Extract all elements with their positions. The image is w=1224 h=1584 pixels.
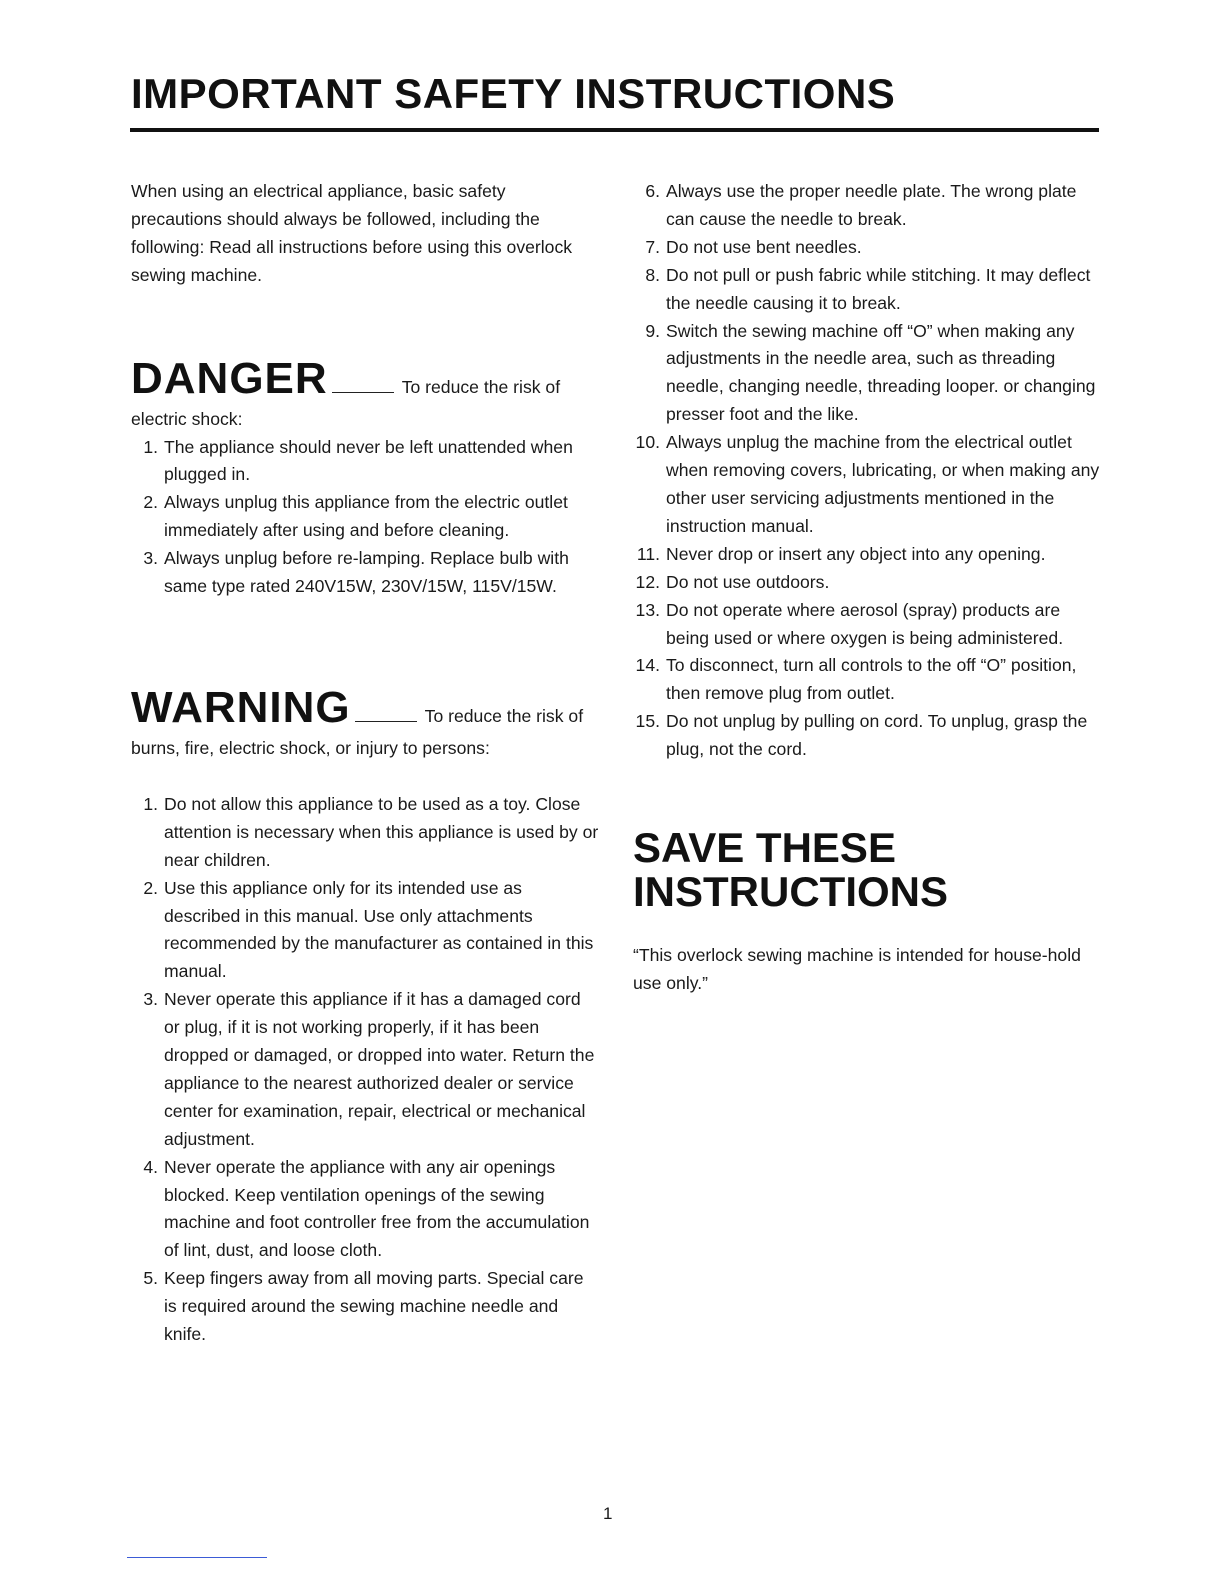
warning-rule xyxy=(355,721,417,722)
item-number: 14. xyxy=(635,655,660,676)
danger-list xyxy=(131,434,601,601)
item-text: Switch the sewing machine off “O” when making any adjustments in the needle area, such as threading needle, changing needle, threading looper. or changing presser foot and the like. xyxy=(666,320,1096,425)
item-number: 3. xyxy=(143,989,158,1010)
list-item xyxy=(131,791,601,875)
list-item xyxy=(131,434,601,490)
right-column xyxy=(633,178,1103,998)
page-number: 1 xyxy=(603,1504,613,1523)
item-number: 10. xyxy=(635,432,660,453)
list-item xyxy=(633,569,1103,597)
item-number: 8. xyxy=(645,264,660,285)
intro-paragraph: When using an electrical appliance, basic safety precautions should always be followed, including the following: Read all instructions before using this overlock sewing machine. xyxy=(131,181,573,285)
list-item xyxy=(633,652,1103,708)
item-text: Do not use outdoors. xyxy=(666,571,830,592)
danger-continuation: electric shock: xyxy=(131,408,243,429)
warning-list-part-1 xyxy=(131,791,601,1349)
item-number: 2. xyxy=(143,877,158,898)
save-title-line-2: INSTRUCTIONS xyxy=(633,868,948,916)
list-item xyxy=(131,986,601,1153)
item-number: 12. xyxy=(635,571,660,592)
item-text: Always unplug the machine from the electrical outlet when removing covers, lubricating, or when making any other user servicing adjustments mentioned in the instruction manual. xyxy=(666,432,1100,536)
item-number: 6. xyxy=(645,181,660,201)
save-instructions-heading xyxy=(633,826,1103,914)
list-item xyxy=(131,545,601,601)
item-number: 7. xyxy=(645,236,660,257)
item-text: The appliance should never be left unattended when plugged in. xyxy=(164,436,573,485)
danger-heading xyxy=(131,352,601,406)
item-number: 15. xyxy=(635,711,660,732)
list-item xyxy=(131,1265,601,1349)
item-text: Never drop or insert any object into any opening. xyxy=(666,543,1046,564)
list-item xyxy=(633,234,1103,262)
list-item xyxy=(131,875,601,987)
item-number: 9. xyxy=(645,320,660,341)
page-title: IMPORTANT SAFETY INSTRUCTIONS xyxy=(131,70,896,117)
scan-edge-line xyxy=(127,1557,267,1558)
title-underline xyxy=(130,128,1099,132)
item-number: 3. xyxy=(143,548,158,569)
item-number: 4. xyxy=(143,1156,158,1177)
household-use-note: “This overlock sewing machine is intended for house-hold use only.” xyxy=(633,945,1081,993)
save-title-line-1: SAVE THESE xyxy=(633,824,896,872)
warning-heading xyxy=(131,681,601,735)
item-text: Do not allow this appliance to be used as a toy. Close attention is necessary when this appliance is used by or near children. xyxy=(164,793,599,870)
item-number: 2. xyxy=(143,492,158,513)
item-text: Do not unplug by pulling on cord. To unplug, grasp the plug, not the cord. xyxy=(666,711,1088,760)
danger-tail: To reduce the risk of xyxy=(401,376,561,397)
warning-word: WARNING xyxy=(131,682,351,732)
item-text: Keep fingers away from all moving parts. Special care is required around the sewing machine needle and knife. xyxy=(164,1268,584,1345)
list-item xyxy=(633,708,1103,764)
item-text: Always use the proper needle plate. The wrong plate can cause the needle to break. xyxy=(666,181,1077,229)
item-number: 5. xyxy=(143,1268,158,1289)
list-item xyxy=(131,489,601,545)
warning-continuation: burns, fire, electric shock, or injury to persons: xyxy=(131,737,490,758)
list-item xyxy=(633,429,1103,541)
list-item xyxy=(633,262,1103,318)
warning-tail: To reduce the risk of xyxy=(424,705,584,726)
list-item xyxy=(633,541,1103,569)
item-number: 1. xyxy=(143,436,158,457)
item-text: Do not pull or push fabric while stitching. It may deflect the needle causing it to break. xyxy=(666,264,1091,313)
item-text: Do not use bent needles. xyxy=(666,236,862,257)
item-number: 11. xyxy=(636,543,660,564)
item-text: Never operate this appliance if it has a damaged cord or plug, if it is not working properly, if it has been dropped or damaged, or dropped into water. Return the appliance to the nearest authorized dealer or service center for examination, repair, electrical or mechanical adjustment. xyxy=(164,989,595,1149)
item-number: 13. xyxy=(635,599,660,620)
danger-rule xyxy=(332,392,394,393)
item-number: 1. xyxy=(143,793,158,814)
list-item xyxy=(131,1154,601,1266)
item-text: To disconnect, turn all controls to the off “O” position, then remove plug from outlet. xyxy=(666,655,1077,704)
warning-list-part-2 xyxy=(633,178,1103,764)
left-column xyxy=(131,178,601,1349)
list-item xyxy=(633,318,1103,430)
item-text: Always unplug this appliance from the electric outlet immediately after using and before cleaning. xyxy=(164,492,568,541)
item-text: Use this appliance only for its intended use as described in this manual. Use only attachments recommended by the manufacturer as contained in this manual. xyxy=(164,877,594,982)
list-item xyxy=(633,178,1103,234)
item-text: Do not operate where aerosol (spray) products are being used or where oxygen is being administered. xyxy=(666,599,1064,648)
danger-word: DANGER xyxy=(131,353,328,403)
item-text: Never operate the appliance with any air openings blocked. Keep ventilation openings of the sewing machine and foot controller free from the accumulation of lint, dust, and loose cloth. xyxy=(164,1156,590,1261)
item-text: Always unplug before re-lamping. Replace bulb with same type rated 240V15W, 230V/15W, 115V/15W. xyxy=(164,548,569,597)
list-item xyxy=(633,597,1103,653)
